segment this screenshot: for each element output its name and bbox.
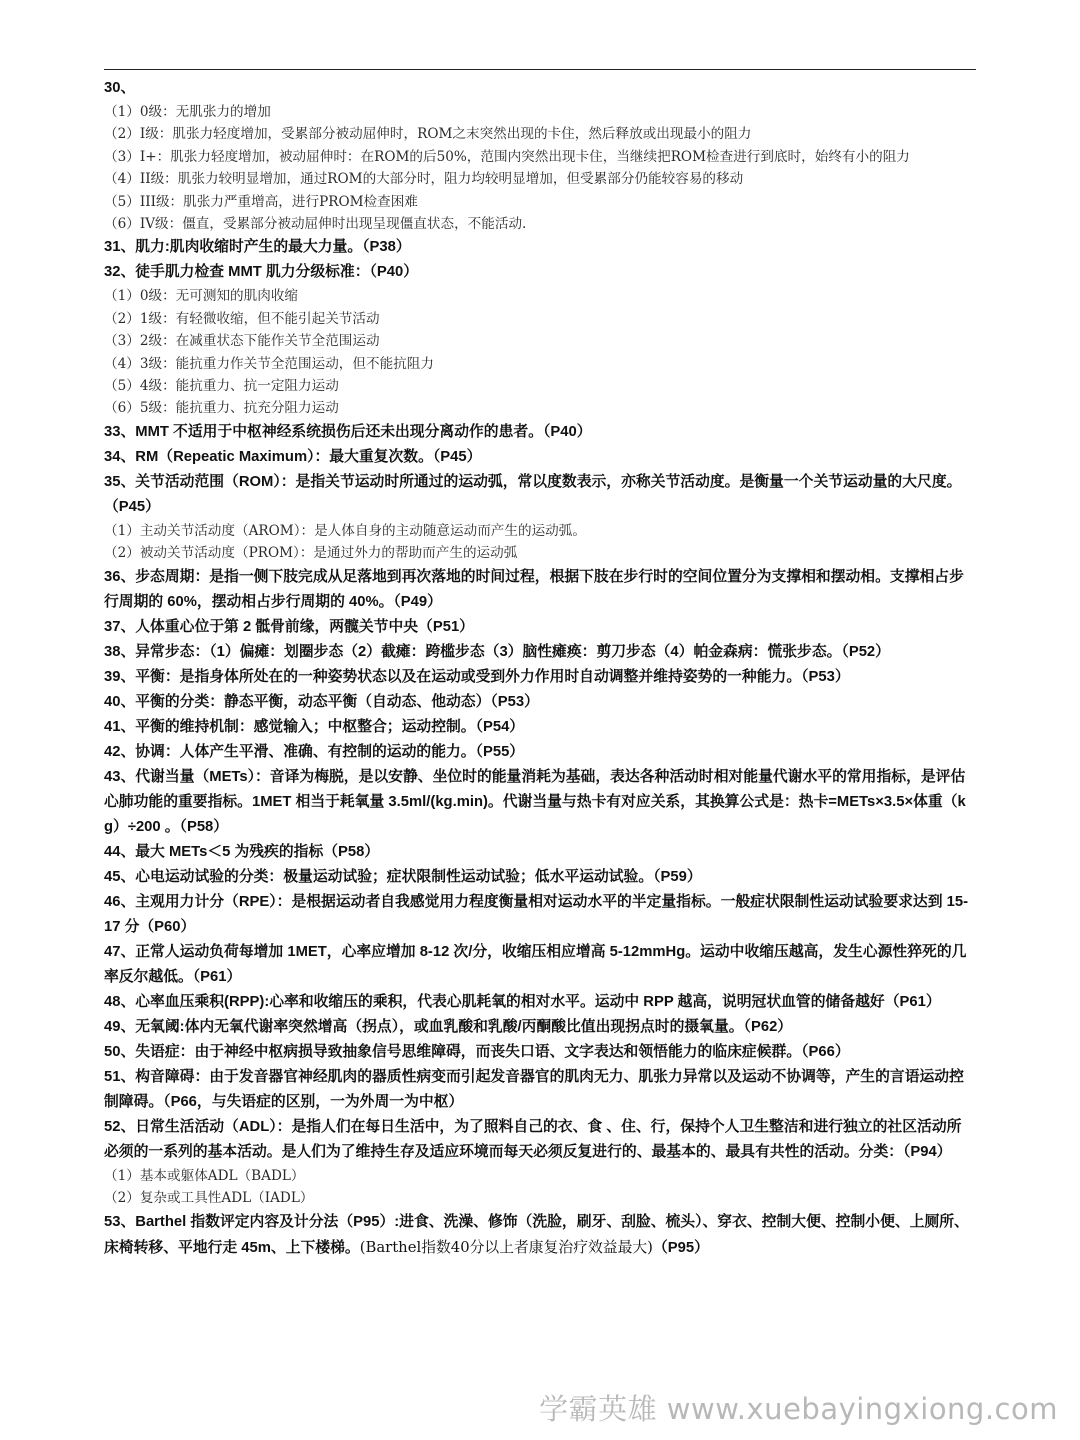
plain-text-run: (Barthel指数40分以上者康复治疗效益最大) <box>359 1238 653 1256</box>
numbered-heading: 52、日常生活活动（ADL）：是指人们在每日生活中，为了照料自己的衣、食 、住、行，保持个人卫生整洁和进行独立的社区活动所必须的一系列的基本活动。是人们为了维持生存及适应环境而每天必须反复进行的、最基本的、最具有共性的活动。分类：（P94） <box>104 1118 962 1160</box>
numbered-heading: 35、关节活动范围（ROM）：是指关节运动时所通过的运动弧，常以度数表示，亦称关节活动度。是衡量一个关节运动量的大尺度。（P45） <box>104 473 962 515</box>
sub-item: （2）被动关节活动度（PROM）：是通过外力的帮助而产生的运动弧 <box>104 545 518 562</box>
sub-item: （2）复杂或工具性ADL（IADL） <box>104 1190 314 1207</box>
sub-item: （3）2级：在减重状态下能作关节全范围运动 <box>104 333 380 350</box>
numbered-heading: 41、平衡的维持机制：感觉输入；中枢整合；运动控制。（P54） <box>104 718 525 735</box>
sub-item: （1）0级：无可测知的肌肉收缩 <box>104 288 299 305</box>
sub-item: （3）I+：肌张力轻度增加，被动屈伸时：在ROM的后50%，范围内突然出现卡住，当继续把ROM检查进行到底时，始终有小的阻力 <box>104 148 910 165</box>
numbered-heading: 43、代谢当量（METs）：音译为梅脱，是以安静、坐位时的能量消耗为基础，表达各种活动时相对能量代谢水平的常用指标，是评估心肺功能的重要指标。1MET 相当于耗氧量 3.5ml/(kg.min)。代谢当量与热卡有对应关系，其换算公式是：热卡=METs×3.5×体重（kg）÷200 。（P58） <box>104 768 966 835</box>
sub-item: （1）主动关节活动度（AROM）：是人体自身的主动随意运动而产生的运动弧。 <box>104 522 586 539</box>
numbered-heading: 34、RM（Repeatic Maximum）：最大重复次数。（P45） <box>104 448 482 465</box>
bold-text-run: （P95） <box>652 1239 709 1256</box>
numbered-heading: 38、异常步态：（1）偏瘫：划圈步态（2）截瘫：跨槛步态（3）脑性瘫痪：剪刀步态（4）帕金森病：慌张步态。（P52） <box>104 643 890 660</box>
numbered-heading: 50、失语症：由于神经中枢病损导致抽象信号思维障碍，而丧失口语、文字表达和领悟能力的临床症候群。（P66） <box>104 1043 850 1060</box>
sub-item: （6）5级：能抗重力、抗充分阻力运动 <box>104 400 339 417</box>
sub-item: （5）III级：肌张力严重增高，进行PROM检查困难 <box>104 193 418 210</box>
numbered-heading: 39、平衡：是指身体所处在的一种姿势状态以及在运动或受到外力作用时自动调整并维持姿势的一种能力。（P53） <box>104 668 850 685</box>
document-body <box>104 76 970 1261</box>
sub-item: （2）I级：肌张力轻度增加，受累部分被动屈伸时，ROM之末突然出现的卡住，然后释放或出现最小的阻力 <box>104 126 752 143</box>
numbered-heading: 31、肌力:肌肉收缩时产生的最大力量。（P38） <box>104 239 411 256</box>
sub-item: （1）基本或躯体ADL（BADL） <box>104 1167 305 1184</box>
numbered-heading: 37、人体重心位于第 2 骶骨前缘，两髋关节中央（P51） <box>104 618 474 635</box>
sub-item: （1）0级：无肌张力的增加 <box>104 104 271 120</box>
numbered-heading: 33、MMT 不适用于中枢神经系统损伤后还未出现分离动作的患者。（P40） <box>104 423 592 440</box>
sub-item: （4）II级：肌张力较明显增加，通过ROM的大部分时，阻力均较明显增加，但受累部分仍能较容易的移动 <box>104 171 744 188</box>
numbered-heading: 42、协调：人体产生平滑、准确、有控制的运动的能力。（P55） <box>104 743 525 760</box>
bold-text-run: 53、Barthel 指数评定内容及计分法（P95）:进食、洗澡、修饰（洗脸，刷牙、刮脸、梳头）、穿衣、控制大便、控制小便、上厕所、床椅转移、平地行走 45m、上下楼梯。 <box>104 1213 969 1256</box>
numbered-heading: 30、 <box>104 80 136 96</box>
sub-item: （6）IV级：僵直，受累部分被动屈伸时出现呈现僵直状态，不能活动. <box>104 216 527 233</box>
numbered-heading: 51、构音障碍：由于发音器官神经肌肉的器质性病变而引起发音器官的肌肉无力、肌张力异常以及运动不协调等，产生的言语运动控制障碍。（P66，与失语症的区别，一为外周一为中枢） <box>104 1068 964 1110</box>
numbered-heading: 49、无氧阈:体内无氧代谢率突然增高（拐点），或血乳酸和乳酸/丙酮酸比值出现拐点时的摄氧量。（P62） <box>104 1018 793 1035</box>
numbered-heading: 40、平衡的分类：静态平衡，动态平衡（自动态、他动态）（P53） <box>104 693 539 710</box>
numbered-heading: 45、心电运动试验的分类：极量运动试验；症状限制性运动试验；低水平运动试验。（P59） <box>104 868 702 885</box>
numbered-heading: 32、徒手肌力检查 MMT 肌力分级标准：（P40） <box>104 264 419 281</box>
sub-item: （5）4级：能抗重力、抗一定阻力运动 <box>104 378 339 395</box>
numbered-heading: 48、心率血压乘积(RPP):心率和收缩压的乘积，代表心肌耗氧的相对水平。运动中 RPP 越高，说明冠状血管的储备越好（P61） <box>104 993 941 1010</box>
numbered-heading: 47、正常人运动负荷每增加 1MET，心率应增加 8-12 次/分，收缩压相应增高 5-12mmHg。运动中收缩压越高，发生心源性猝死的几率反尔越低。（P61） <box>104 943 967 985</box>
mixed-paragraph <box>104 1210 970 1261</box>
sub-item: （4）3级：能抗重力作关节全范围运动，但不能抗阻力 <box>104 355 434 372</box>
numbered-heading: 44、最大 METs＜5 为残疾的指标（P58） <box>104 843 380 860</box>
site-watermark: 学霸英雄 www.xuebayingxiong.com <box>539 1392 1058 1426</box>
numbered-heading: 36、步态周期：是指一侧下肢完成从足落地到再次落地的时间过程，根据下肢在步行时的空间位置分为支撑相和摆动相。支撑相占步行周期的 60%，摆动相占步行周期的 40%。（P49） <box>104 568 964 610</box>
header-rule <box>104 69 976 70</box>
sub-item: （2）1级：有轻微收缩，但不能引起关节活动 <box>104 310 380 327</box>
numbered-heading: 46、主观用力计分（RPE）：是根据运动者自我感觉用力程度衡量相对运动水平的半定量指标。一般症状限制性运动试验要求达到 15-17 分（P60） <box>104 893 969 935</box>
